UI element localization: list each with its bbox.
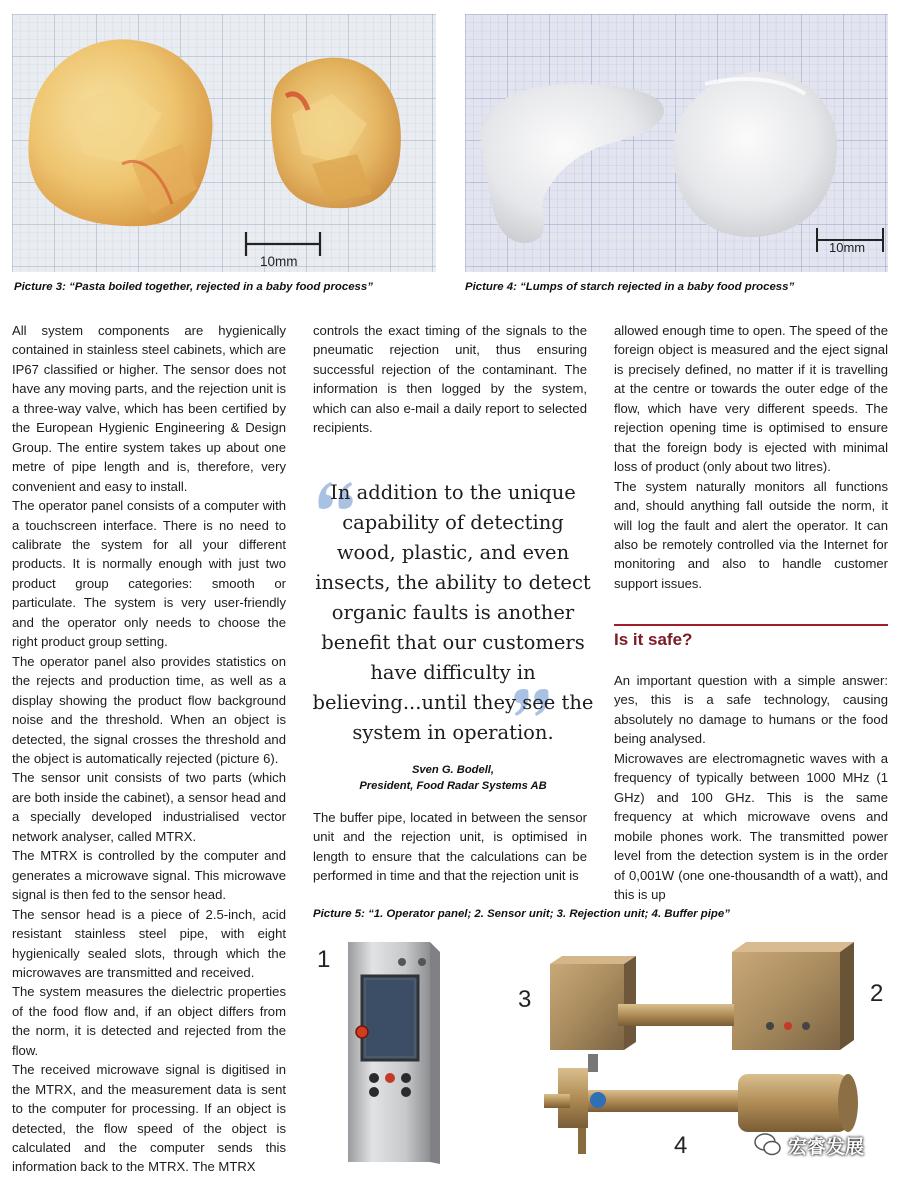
quote-text: In addition to the unique capability of detecting wood, plastic, and even insects, the ability to detect organic faults is another benefit that our customers have difficulty in believing...until they see the system in operation. [312, 481, 594, 744]
scale-label: 10mm [829, 240, 866, 255]
figure-label-4: 4 [674, 1132, 688, 1159]
section-heading: Is it safe? [614, 630, 693, 649]
watermark-text: 宏睿发展 [788, 1136, 865, 1158]
article-column-2-top [313, 321, 587, 438]
paragraph: The buffer pipe, located in between the sensor unit and the rejection unit, is optimised in length to ensure that the calculations can be performed in time and that the rejection unit is [313, 810, 587, 884]
article-column-1 [12, 321, 286, 1177]
paragraph: controls the exact timing of the signals to the pneumatic rejection unit, thus ensuring successful rejection of the contaminant. The information is then logged by the system, which can also e-mail a daily report to selected recipients. [313, 323, 587, 436]
article-column-2-bottom [313, 808, 587, 886]
pull-quote [312, 478, 594, 794]
paragraph: All system components are hygienically contained in stainless steel cabinets, which are IP67 classified or higher. The sensor does not have any moving parts, and the rejection unit is a three-way valve, which has been certified by the European Hygienic Engineering & Design Group. The entire system takes up about one metre of pipe length and is, therefore, very convenient and easy to install. [12, 323, 286, 494]
article-column-3-bottom [614, 671, 888, 904]
picture-4-photo [465, 14, 888, 272]
figure-label-3: 3 [518, 986, 532, 1013]
paragraph: The system naturally monitors all functions and, should anything fall outside the norm, it will log the fault and alert the operator. It can also be remotely controlled via the Internet for monitoring and also to handle customer support issues. [614, 478, 888, 591]
paragraph: An important question with a simple answer: yes, this is a safe technology, causing absolutely no damage to humans or the food being analysed. [614, 673, 888, 747]
article-column-3-top [614, 321, 888, 593]
section-divider [614, 624, 888, 626]
paragraph: Microwaves are electromagnetic waves with a frequency of typically between 1000 MHz (1 GHz) and 100 GHz. This is the same frequency at which microwave ovens and mobile phones work. The transmitted power level from the detection system is in the order of 0,001W (one one-thousandth of a watt), and this is up [614, 750, 888, 902]
figure-label-1: 1 [317, 946, 331, 973]
picture-3-caption: Picture 3: “Pasta boiled together, rejected in a baby food process” [14, 281, 373, 293]
picture-5-caption: Picture 5: “1. Operator panel; 2. Sensor unit; 3. Rejection unit; 4. Buffer pipe” [313, 908, 730, 920]
paragraph: The MTRX is controlled by the computer and generates a microwave signal. This microwave signal is then fed to the sensor head. [12, 848, 286, 903]
paragraph: The received microwave signal is digitised in the MTRX, and the measurement data is sent to the computer for processing. If an object is detected, the flow speed of the object is calculated and the computer sends this information back to the MTRX. The MTRX [12, 1062, 286, 1175]
watermark [754, 1130, 894, 1160]
picture-4-caption: Picture 4: “Lumps of starch rejected in a baby food process” [465, 281, 795, 293]
figure-label-2: 2 [870, 980, 884, 1007]
paragraph: The system measures the dielectric properties of the food flow and, if an object differs from the norm, it is detected and rejected from the flow. [12, 984, 286, 1058]
wechat-icon [754, 1132, 782, 1158]
picture-3-photo [12, 14, 436, 272]
quote-author: Sven G. Bodell, [411, 764, 495, 776]
paragraph: The operator panel consists of a computer with a touchscreen interface. There is no need to calibrate the system for all your different products. It is normally enough with just two product group categories: smooth or particulate. The system is very user-friendly and the operator only needs to choose the right product group setting. [12, 498, 286, 650]
scale-label: 10mm [260, 254, 298, 269]
paragraph: The sensor unit consists of two parts (which are both inside the cabinet), a sensor head and a specially developed industrialised vector network analyser, called MTRX. [12, 770, 286, 844]
quote-author-role: President, Food Radar Systems AB [359, 780, 547, 792]
paragraph: The sensor head is a piece of 2.5-inch, acid resistant stainless steel pipe, with eight hygienically sealed slots, through which the microwaves are transmitted and received. [12, 906, 286, 980]
paragraph: The operator panel also provides statistics on the rejects and production time, as well as a display showing the product flow background noise and the threshold. When an object is detected, the signal crosses the threshold and the object is automatically rejected (picture 6). [12, 653, 286, 766]
paragraph: allowed enough time to open. The speed of the foreign object is measured and the eject signal is precisely defined, no matter if it is travelling at the centre or towards the outer edge of the flow, which have very different speeds. The rejection opening time is optimised to ensure that the foreign body is ejected with minimal loss of product (only about two litres). [614, 323, 888, 475]
